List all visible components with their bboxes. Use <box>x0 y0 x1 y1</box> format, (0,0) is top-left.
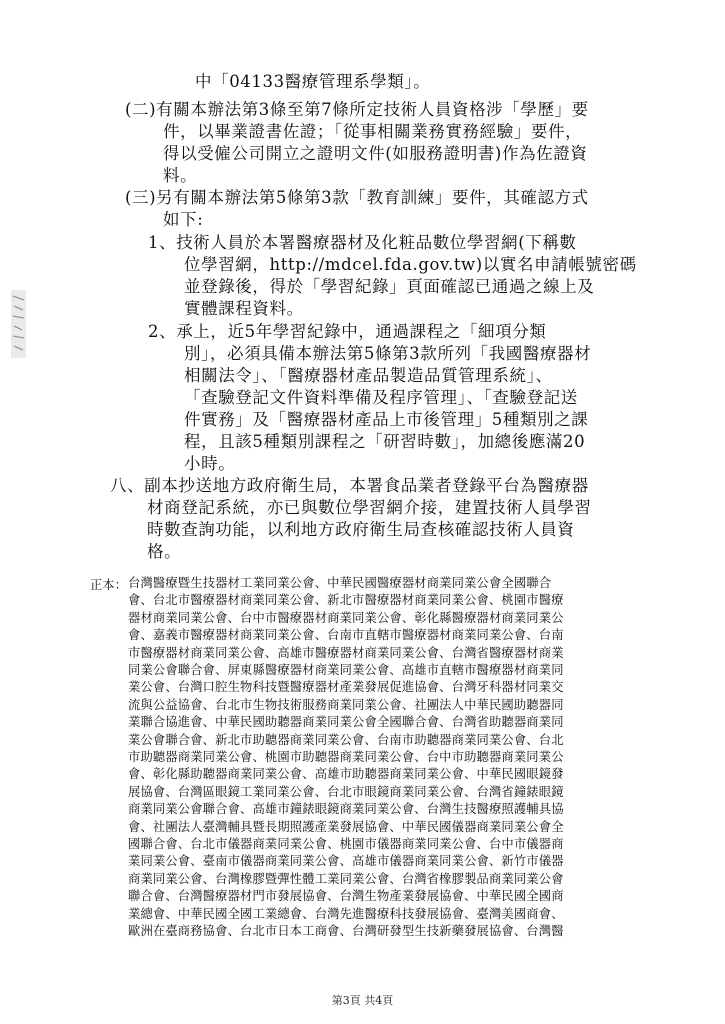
body-line: 件實務」及「醫療器材產品上市後管理」5種類別之課 <box>184 410 589 429</box>
recipients-line: 展協會、台灣區眼鏡工業同業公會、台北市眼鏡商業同業公會、台灣省鐘錶眼鏡 <box>128 784 564 799</box>
body-line: 件，以畢業證書佐證；「從事相關業務實務經驗」要件， <box>163 122 583 141</box>
recipients-label: 正本： <box>90 578 127 592</box>
recipients-line: 業公會聯合會、新北市助聽器商業同業公會、台南市助聽器商業同業公會、台北 <box>128 732 564 747</box>
body-line: 2、承上，近5年學習紀錄中，通過課程之「細項分類 <box>148 322 547 341</box>
recipients-line: 會、彰化縣助聽器商業同業公會、高雄市助聽器商業同業公會、中華民國眼鏡發 <box>128 767 564 782</box>
body-line: 「查驗登記文件資料準備及程序管理」、「查驗登記送 <box>184 388 578 407</box>
recipients-line: 業公會、台灣口腔生物科技暨醫療器材產業發展促進協會、台灣牙科器材同業交 <box>128 680 564 695</box>
body-line: 時數查詢功能，以利地方政府衛生局查核確認技術人員資 <box>147 520 575 539</box>
seal-stamp-mark <box>8 288 30 360</box>
recipients-line: 歐洲在臺商務協會、台北市日本工商會、台灣研發型生技新藥發展協會、台灣醫 <box>128 924 564 938</box>
body-line: 八、副本抄送地方政府衛生局，本署食品業者登錄平台為醫療器 <box>110 476 589 495</box>
recipients-line: 業同業公會、臺南市儀器商業同業公會、高雄市儀器商業同業公會、新竹市儀器 <box>128 854 564 869</box>
recipients-line: 業聯合協進會、中華民國助聽器商業同業公會全國聯合會、台灣省助聽器商業同 <box>128 715 564 730</box>
body-line: (二)有關本辦法第3條至第7條所定技術人員資格涉「學歷」要 <box>125 100 589 119</box>
body-line: 料。 <box>163 166 198 185</box>
recipients-line: 聯合會、台灣醫療器材門市發展協會、台灣生物產業發展協會、中華民國全國商 <box>128 889 564 904</box>
body-line: 小時。 <box>184 454 236 473</box>
recipients-line: 器材商業同業公會、台中市醫療器材商業同業公會、彰化縣醫療器材商業同業公 <box>128 610 564 625</box>
body-line: 得以受僱公司開立之證明文件(如服務證明書)作為佐證資 <box>163 144 588 163</box>
body-line: 位學習網，http://mdcel.fda.gov.tw)以實名申請帳號密碼 <box>184 255 637 274</box>
recipients-line: 流與公益協會、台北市生物技術服務商業同業公會、社團法人中華民國助聽器同 <box>128 697 564 712</box>
body-line: 實體課程資料。 <box>184 299 304 318</box>
body-line: 材商登記系統，亦已與數位學習網介接，建置技術人員學習 <box>147 498 592 517</box>
recipients-line: 市助聽器商業同業公會、桃園市助聽器商業同業公會、台中市助聽器商業同業公 <box>128 750 564 764</box>
recipients-line: 台灣醫療暨生技器材工業同業公會、中華民國醫療器材商業同業公會全國聯合 <box>128 576 552 590</box>
recipients-line: 國聯合會、台北市儀器商業同業公會、桃園市儀器商業同業公會、台中市儀器商 <box>128 837 564 851</box>
recipients-line: 商業同業公會、台灣橡膠暨彈性體工業同業公會、台灣省橡膠製品商業同業公會 <box>128 871 564 886</box>
body-line: 相關法令」、「醫療器材產品製造品質管理系統」、 <box>184 366 553 385</box>
body-line: 並登錄後，得於「學習紀錄」頁面確認已通過之線上及 <box>184 277 595 296</box>
body-line: 別」，必須具備本辦法第5條第3款所列「我國醫療器材 <box>184 344 592 363</box>
body-line: 格。 <box>147 542 182 561</box>
recipients-line: 會、社團法人臺灣輔具暨長期照護產業發展協會、中華民國儀器商業同業公會全 <box>128 819 564 834</box>
body-line: 如下: <box>163 210 204 229</box>
body-line: (三)另有關本辦法第5條第3款「教育訓練」要件，其確認方式 <box>125 188 589 207</box>
recipients-line: 業總會、中華民國全國工業總會、台灣先進醫療科技發展協會、臺灣美國商會、 <box>128 906 564 921</box>
body-line: 中「04133醫療管理系學類」。 <box>195 72 431 91</box>
recipients-line: 會、嘉義市醫療器材商業同業公會、台南市直轄市醫療器材商業同業公會、台南 <box>128 628 564 643</box>
recipients-line: 同業公會聯合會、屏東縣醫療器材商業同業公會、高雄市直轄市醫療器材商業同 <box>128 663 564 677</box>
recipients-line: 市醫療器材商業同業公會、高雄市醫療器材商業同業公會、台灣省醫療器材商業 <box>128 645 564 660</box>
recipients-line: 會、台北市醫療器材商業同業公會、新北市醫療器材商業同業公會、桃園市醫療 <box>128 593 564 608</box>
body-line: 1、技術人員於本署醫療器材及化粧品數位學習網(下稱數 <box>148 233 577 252</box>
page-footer: 第3頁 共4頁 <box>331 994 394 1007</box>
recipients-line: 商業同業公會聯合會、高雄市鐘錶眼鏡商業同業公會、台灣生技醫療照護輔具協 <box>128 802 564 817</box>
body-line: 程，且該5種類別課程之「研習時數」，加總後應滿20 <box>184 432 586 451</box>
